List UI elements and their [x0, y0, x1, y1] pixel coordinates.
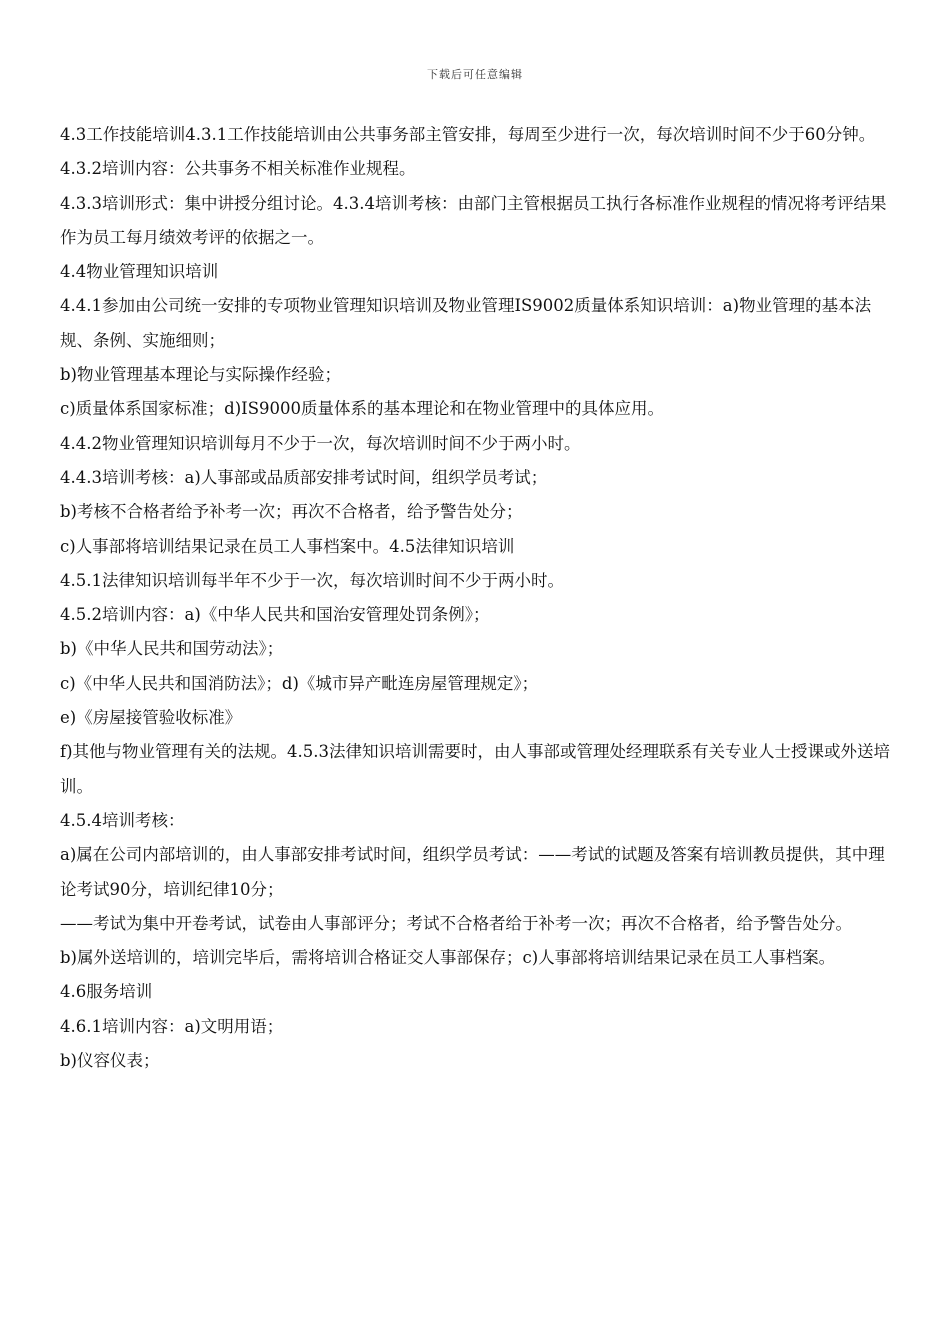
paragraph: c)人事部将培训结果记录在员工人事档案中。4.5法律知识培训 — [60, 536, 515, 556]
paragraph: 4.5.4培训考核： — [60, 810, 185, 830]
paragraph: 4.3.2培训内容：公共事务不相关标准作业规程。 — [60, 159, 416, 179]
paragraph: c)《中华人民共和国消防法》；d)《城市异产毗连房屋管理规定》； — [60, 673, 539, 693]
paragraph: b)属外送培训的，培训完毕后，需将培训合格证交人事部保存；c)人事部将培训结果记录在员工人事档案。 — [60, 948, 836, 968]
paragraph: b)仪容仪表； — [60, 1051, 160, 1071]
paragraph: a)属在公司内部培训的，由人事部安排考试时间，组织学员考试：——考试的试题及答案有培训教员提供，其中理论考试90分，培训纪律10分； — [60, 845, 885, 899]
paragraph: 4.6.1培训内容：a)文明用语； — [60, 1016, 284, 1036]
paragraph: 4.4.3培训考核：a)人事部或品质部安排考试时间，组织学员考试； — [60, 467, 548, 487]
paragraph: 4.4.2物业管理知识培训每月不少于一次，每次培训时间不少于两小时。 — [60, 433, 581, 453]
paragraph: 4.3.3培训形式：集中讲授分组讨论。4.3.4培训考核：由部门主管根据员工执行各标准作业规程的情况将考评结果作为员工每月绩效考评的依据之一。 — [60, 193, 887, 247]
section-heading: 4.4物业管理知识培训 — [60, 262, 219, 282]
paragraph: 4.4.1参加由公司统一安排的专项物业管理知识培训及物业管理IS9002质量体系知识培训：a)物业管理的基本法规、条例、实施细则； — [60, 296, 872, 350]
paragraph: 4.5.1法律知识培训每半年不少于一次，每次培训时间不少于两小时。 — [60, 570, 564, 590]
paragraph: f)其他与物业管理有关的法规。4.5.3法律知识培训需要时，由人事部或管理处经理联系有关专业人士授课或外送培训。 — [60, 742, 891, 796]
paragraph: ——考试为集中开卷考试，试卷由人事部评分；考试不合格者给于补考一次；再次不合格者，给予警告处分。 — [60, 913, 852, 933]
paragraph: b)《中华人民共和国劳动法》； — [60, 639, 284, 659]
section-heading: 4.6服务培训 — [60, 982, 153, 1002]
paragraph: e)《房屋接管验收标准》 — [60, 708, 242, 728]
paragraph: b)物业管理基本理论与实际操作经验； — [60, 365, 341, 385]
page-header-note: 下载后可任意编辑 — [427, 68, 523, 81]
paragraph: b)考核不合格者给予补考一次；再次不合格者，给予警告处分； — [60, 502, 523, 522]
paragraph: 4.3工作技能培训4.3.1工作技能培训由公共事务部主管安排，每周至少进行一次，每次培训时间不少于60分钟。 — [60, 125, 876, 144]
document-body — [60, 118, 895, 1078]
paragraph: c)质量体系国家标准；d)IS9000质量体系的基本理论和在物业管理中的具体应用。 — [60, 399, 664, 419]
paragraph: 4.5.2培训内容：a)《中华人民共和国治安管理处罚条例》； — [60, 605, 490, 625]
